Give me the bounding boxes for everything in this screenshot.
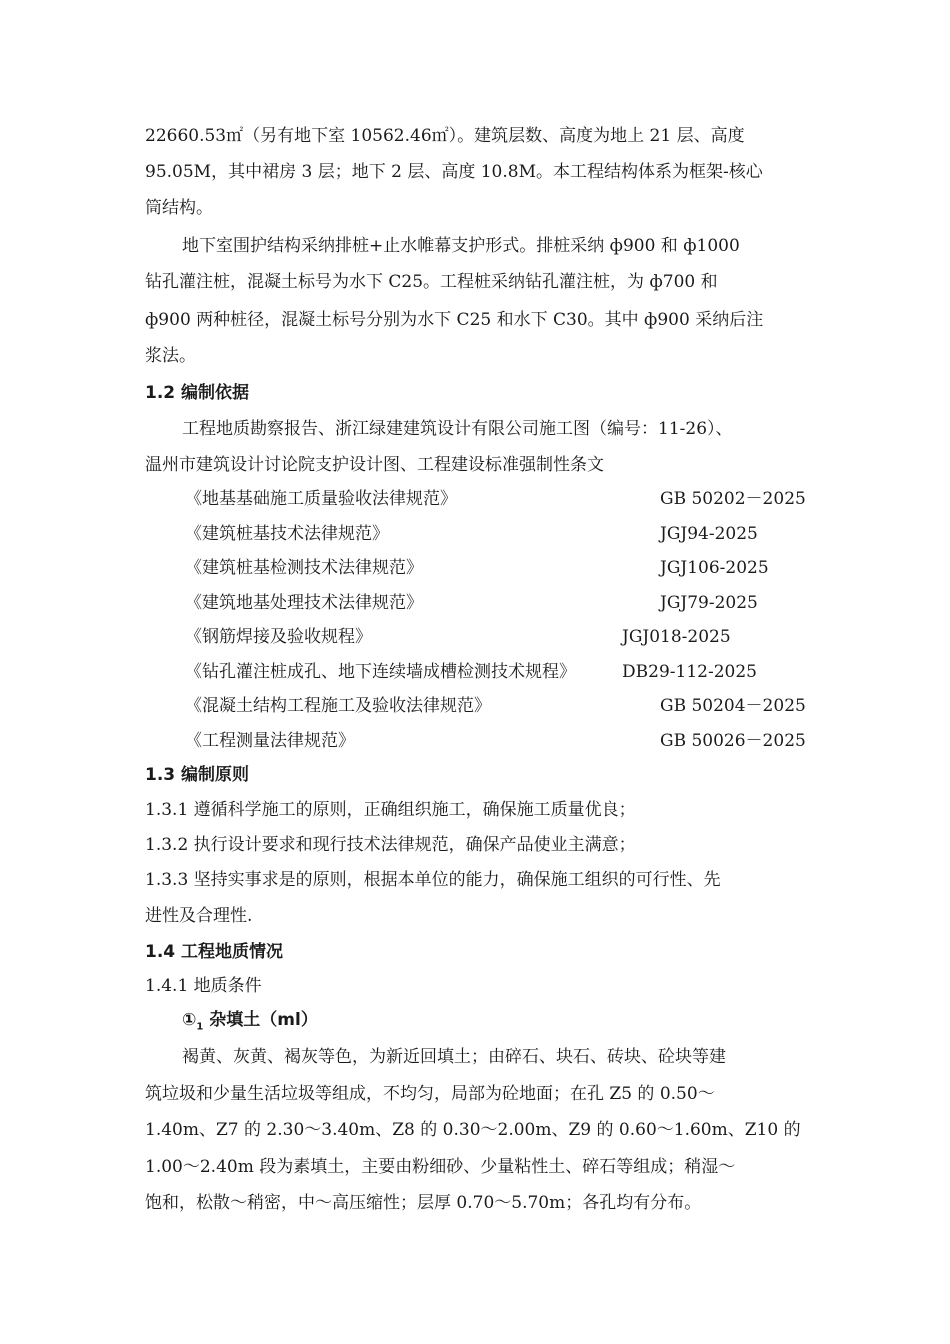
reference-code: GB 50202－2025 — [660, 489, 806, 509]
basis-intro-2: 温州市建筑设计讨论院支护设计图、工程建设标准强制性条文 — [145, 455, 604, 475]
overview-line-4: 地下室围护结构采纳排桩+止水帷幕支护形式。排桩采纳 ф900 和 ф1000 — [182, 236, 740, 256]
layer-number: ① — [182, 1010, 197, 1030]
layer-description-5: 饱和，松散～稍密，中～高压缩性；层厚 0.70～5.70m；各孔均有分布。 — [145, 1193, 702, 1213]
section-heading-basis: 1.2 编制依据 — [145, 383, 250, 403]
overview-line-1: 22660.53㎡（另有地下室 10562.46㎡）。建筑层数、高度为地上 21 层、高度 — [145, 126, 745, 146]
overview-line-2: 95.05M，其中裙房 3 层；地下 2 层、高度 10.8M。本工程结构体系为框架-核心 — [145, 162, 763, 182]
principle-1: 1.3.1 遵循科学施工的原则，正确组织施工，确保施工质量优良； — [145, 800, 636, 820]
overview-line-6: ф900 两种桩径，混凝土标号分别为水下 C25 和水下 C30。其中 ф900 采纳后注 — [145, 310, 764, 330]
overview-line-5: 钻孔灌注桩，混凝土标号为水下 C25。工程桩采纳钻孔灌注桩，为 ф700 和 — [145, 272, 718, 292]
principle-2: 1.3.2 执行设计要求和现行技术法律规范，确保产品使业主满意； — [145, 835, 636, 855]
reference-code: JGJ018-2025 — [622, 627, 731, 647]
basis-intro-1: 工程地质勘察报告、浙江绿建建筑设计有限公司施工图（编号：11-26）、 — [182, 419, 733, 439]
principle-3-line-2: 进性及合理性. — [145, 906, 253, 926]
subsection-heading-conditions: 1.4.1 地质条件 — [145, 976, 262, 996]
layer-description-4: 1.00～2.40m 段为素填土，主要由粉细砂、少量粘性土、碎石等组成；稍湿～ — [145, 1157, 736, 1177]
reference-name: 《钻孔灌注桩成孔、地下连续墙成槽检测技术规程》 — [185, 662, 576, 682]
reference-name: 《钢筋焊接及验收规程》 — [185, 627, 372, 647]
layer-description-2: 筑垃圾和少量生活垃圾等组成，不均匀，局部为砼地面；在孔 Z5 的 0.50～ — [145, 1084, 715, 1104]
layer-number-subscript: 1 — [196, 1021, 204, 1033]
principle-3-line-1: 1.3.3 坚持实事求是的原则，根据本单位的能力，确保施工组织的可行性、先 — [145, 870, 721, 890]
layer-description-3: 1.40m、Z7 的 2.30～3.40m、Z8 的 0.30～2.00m、Z9 的 0.60～1.60m、Z10 的 — [145, 1120, 801, 1140]
reference-code: JGJ79-2025 — [660, 593, 758, 613]
reference-name: 《混凝土结构工程施工及验收法律规范》 — [185, 696, 491, 716]
layer-heading — [182, 1008, 318, 1039]
reference-name: 《建筑桩基技术法律规范》 — [185, 524, 389, 544]
reference-code: JGJ94-2025 — [660, 524, 758, 544]
reference-name: 《建筑地基处理技术法律规范》 — [185, 593, 423, 613]
section-heading-geology: 1.4 工程地质情况 — [145, 942, 284, 962]
reference-code: GB 50026－2025 — [660, 731, 806, 751]
section-heading-principles: 1.3 编制原则 — [145, 765, 250, 785]
reference-name: 《工程测量法律规范》 — [185, 731, 355, 751]
reference-name: 《建筑桩基检测技术法律规范》 — [185, 558, 423, 578]
overview-line-3: 筒结构。 — [145, 198, 213, 218]
reference-code: JGJ106-2025 — [660, 558, 769, 578]
layer-name: 杂填土（ml） — [209, 1010, 318, 1030]
reference-code: DB29-112-2025 — [622, 662, 757, 682]
reference-name: 《地基基础施工质量验收法律规范》 — [185, 489, 457, 509]
layer-description-1: 褐黄、灰黄、褐灰等色，为新近回填土；由碎石、块石、砖块、砼块等建 — [182, 1047, 726, 1067]
reference-code: GB 50204－2025 — [660, 696, 806, 716]
overview-line-7: 浆法。 — [145, 346, 196, 366]
